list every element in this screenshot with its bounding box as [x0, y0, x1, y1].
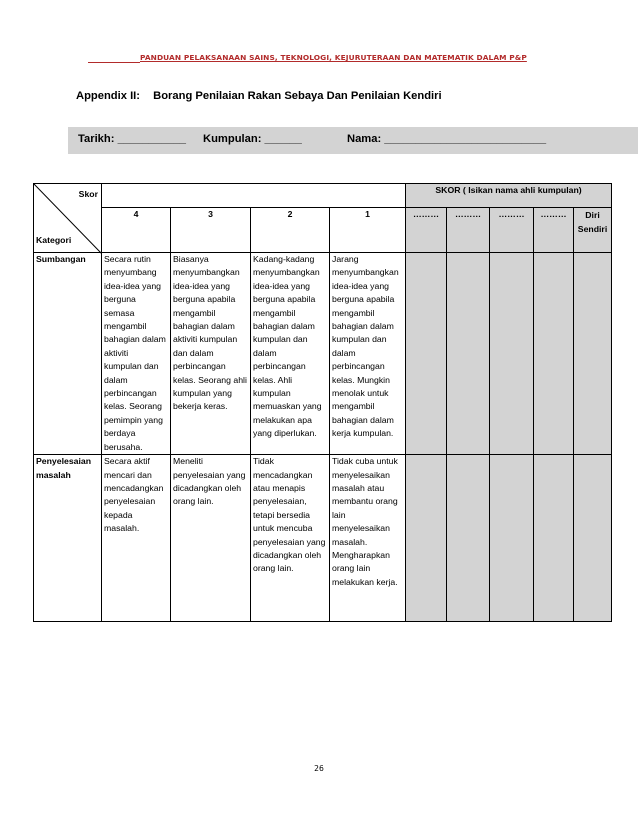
header-rule: [88, 62, 140, 63]
desc-cell: Tidak cuba untuk menyelesaikan masalah atau membantu orang lain menyelesaikan masalah. Mengharapkan orang lain melakukan kerja.: [330, 455, 406, 622]
desc-cell: Jarang menyumbangkan idea-idea yang berguna apabila mengambil bahagian dalam kumpulan dan dalam perbincangan kelas. Mungkin menolak untuk mengambil bahagian dalam kerja kumpulan.: [330, 253, 406, 455]
table-row: [34, 455, 612, 622]
diri-label: Diri: [585, 210, 600, 220]
desc-cell: Meneliti penyelesaian yang dicadangkan oleh orang lain.: [171, 455, 251, 622]
score-cell[interactable]: [574, 455, 612, 622]
tarikh-field: Tarikh: ___________: [78, 133, 187, 145]
corner-kategori-label: Kategori: [36, 234, 72, 245]
nama-field: Nama: __________________________: [347, 133, 547, 145]
desc-cell: Secara rutin menyumbang idea-idea yang berguna semasa mengambil bahagian dalam aktiviti kumpulan dan dalam perbincangan kelas. Seorang pemimpin yang berdaya berusaha.: [102, 253, 171, 455]
table-row: [34, 253, 612, 455]
appendix-title: Borang Penilaian Rakan Sebaya Dan Penilaian Kendiri: [153, 90, 442, 102]
score-cell[interactable]: [447, 455, 490, 622]
score-cell[interactable]: [574, 253, 612, 455]
level-header-spacer: [102, 184, 406, 208]
level-3-header: 3: [171, 208, 251, 253]
member-1-header: ………: [406, 208, 447, 253]
member-4-header: ………: [534, 208, 574, 253]
corner-header-cell: [34, 184, 102, 253]
member-3-header: ………: [490, 208, 534, 253]
sendiri-label: Sendiri: [577, 224, 608, 234]
score-cell[interactable]: [534, 455, 574, 622]
level-1-header: 1: [330, 208, 406, 253]
score-cell[interactable]: [447, 253, 490, 455]
page-number: 26: [314, 764, 324, 773]
desc-cell: Kadang-kadang menyumbangkan idea-idea yang berguna apabila mengambil bahagian dalam kumpulan dan dalam perbincangan kelas. Ahli kumpulan memuaskan yang melakukan apa yang diperlukan.: [251, 253, 330, 455]
corner-skor-label: Skor: [78, 189, 98, 199]
diri-sendiri-header: [574, 208, 612, 253]
document-header: PANDUAN PELAKSANAAN SAINS, TEKNOLOGI, KEJURUTERAAN DAN MATEMATIK DALAM P&P: [140, 53, 527, 62]
category-penyelesaian-masalah: Penyelesaian masalah: [34, 455, 102, 622]
score-cell[interactable]: [534, 253, 574, 455]
desc-cell: Biasanya menyumbangkan idea-idea yang berguna apabila mengambil bahagian dalam aktiviti kumpulan dan dalam perbincangan kelas. Seorang ahli kumpulan yang bekerja keras.: [171, 253, 251, 455]
score-cell[interactable]: [406, 455, 447, 622]
score-cell[interactable]: [406, 253, 447, 455]
desc-cell: Tidak mencadangkan atau menapis penyelesaian, tetapi bersedia untuk mencuba penyelesaian yang dicadangkan oleh orang lain.: [251, 455, 330, 622]
appendix-label: Appendix II:: [76, 90, 141, 102]
desc-cell: Secara aktif mencari dan mencadangkan penyelesaian kepada masalah.: [102, 455, 171, 622]
level-2-header: 2: [251, 208, 330, 253]
score-cell[interactable]: [490, 253, 534, 455]
category-sumbangan: Sumbangan: [34, 253, 102, 455]
skor-members-header: SKOR ( Isikan nama ahli kumpulan): [406, 184, 612, 208]
form-fields-bar: [68, 127, 638, 154]
level-4-header: 4: [102, 208, 171, 253]
assessment-rubric-table: [33, 183, 612, 622]
member-2-header: ………: [447, 208, 490, 253]
score-cell[interactable]: [490, 455, 534, 622]
kumpulan-field: Kumpulan: ______: [203, 133, 302, 145]
appendix-heading: [76, 90, 442, 102]
